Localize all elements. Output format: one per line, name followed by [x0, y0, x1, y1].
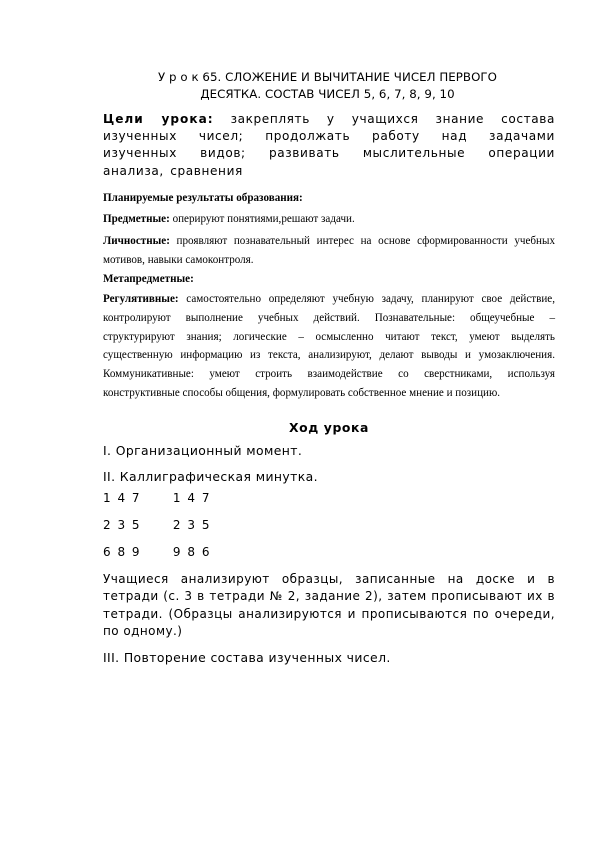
lesson-title	[95, 69, 560, 103]
regulatory-results	[103, 290, 555, 403]
digit-sample-row-1: 1 4 7 1 4 7	[103, 491, 211, 505]
calligraphy-instruction: Учащиеся анализируют образцы, записанные на доске и в тетради (с. 3 в тетради № 2, задание 2), затем прописывают их в тетради. (Образцы анализируются и прописываются по очереди, по одному.)	[103, 572, 555, 638]
digit-sample-row-3: 6 8 9 9 8 6	[103, 545, 211, 559]
subject-label: Предметные:	[103, 213, 170, 225]
subject-results	[103, 210, 555, 229]
lesson-goals	[103, 111, 555, 180]
planned-results-heading: Планируемые результаты образования:	[103, 192, 303, 204]
regulatory-label: Регулятивные:	[103, 293, 179, 305]
section-calligraphy: II. Каллиграфическая минутка.	[103, 469, 318, 484]
section-repetition: III. Повторение состава изученных чисел.	[103, 650, 391, 665]
goals-text: закреплять у учащихся знание состава изученных чисел; продолжать работу над задачами изученных видов; развивать мыслительные операции анализа, сравнения	[103, 112, 555, 178]
lesson-title-line-2: ДЕСЯТКА. СОСТАВ ЧИСЕЛ 5, 6, 7, 8, 9, 10	[200, 87, 455, 101]
meta-results-heading: Метапредметные:	[103, 273, 194, 285]
regulatory-text: самостоятельно определяют учебную задачу, планируют свое действие, контролируют выполнение учебных действий. Познавательные: общеучебные – структурируют знания; логические – осмысленно читают текст, умеют выделять существенную информацию из текста, анализируют, делают выводы и умозаключения. Коммуникативные: умеют строить взаимодействие со сверстниками, используя конструктивные способы общения, формулировать собственное мнение и позицию.	[103, 293, 555, 399]
personal-text: проявляют познавательный интерес на основе сформированности учебных мотивов, навыки самоконтроля.	[103, 235, 555, 266]
personal-label: Личностные:	[103, 235, 170, 247]
subject-text: оперируют понятиями,решают задачи.	[169, 213, 355, 225]
lesson-course-heading: Ход урока	[288, 420, 370, 435]
section-organizational: I. Организационный момент.	[103, 443, 303, 458]
lesson-title-line-1: У р о к 65. СЛОЖЕНИЕ И ВЫЧИТАНИЕ ЧИСЕЛ ПЕРВОГО	[158, 70, 497, 84]
personal-results	[103, 232, 555, 270]
goals-label: Цели урока:	[103, 112, 214, 126]
digit-sample-row-2: 2 3 5 2 3 5	[103, 518, 211, 532]
